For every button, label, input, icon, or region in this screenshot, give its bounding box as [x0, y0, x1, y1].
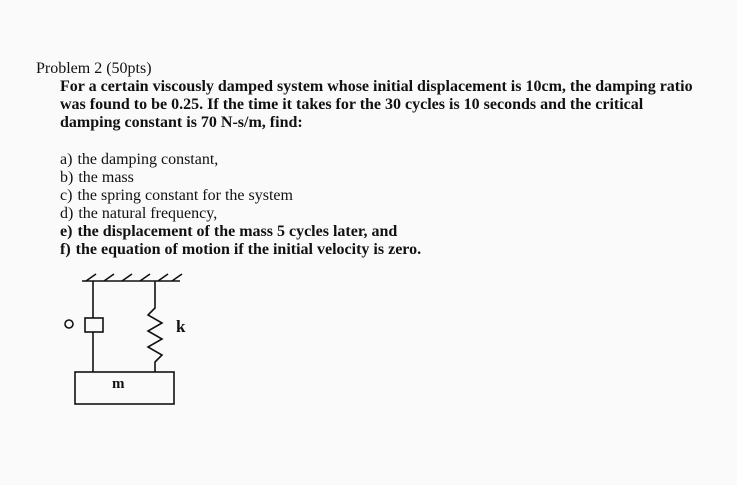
spring-label: k	[176, 317, 186, 336]
damper-symbol-dot	[65, 320, 73, 328]
question-text: the equation of motion if the initial velocity is zero.	[75, 241, 422, 258]
question-text: the displacement of the mass 5 cycles later, and	[77, 223, 398, 240]
mass-label: m	[112, 376, 125, 392]
question-text: the mass	[78, 169, 134, 186]
problem-statement-line: damping constant is 70 N-s/m, find:	[60, 114, 303, 131]
question-text: the spring constant for the system	[77, 187, 293, 204]
question-label: e)	[60, 223, 73, 240]
problem-statement-line: was found to be 0.25. If the time it takes for the 30 cycles is 10 seconds and the critical	[60, 96, 644, 113]
ceiling-hatch	[86, 274, 182, 281]
spring	[148, 281, 162, 372]
question-label: b)	[60, 169, 74, 186]
question-label: a)	[60, 151, 73, 168]
question-label: d)	[60, 205, 74, 222]
question-text: the natural frequency,	[78, 205, 218, 222]
question-text: the damping constant,	[77, 151, 219, 168]
problem-title: Problem 2 (50pts)	[36, 60, 152, 77]
question-label: c)	[60, 187, 73, 204]
problem-statement-line: For a certain viscously damped system whose initial displacement is 10cm, the damping ratio	[60, 78, 693, 95]
question-label: f)	[60, 241, 71, 258]
damper	[85, 281, 103, 372]
